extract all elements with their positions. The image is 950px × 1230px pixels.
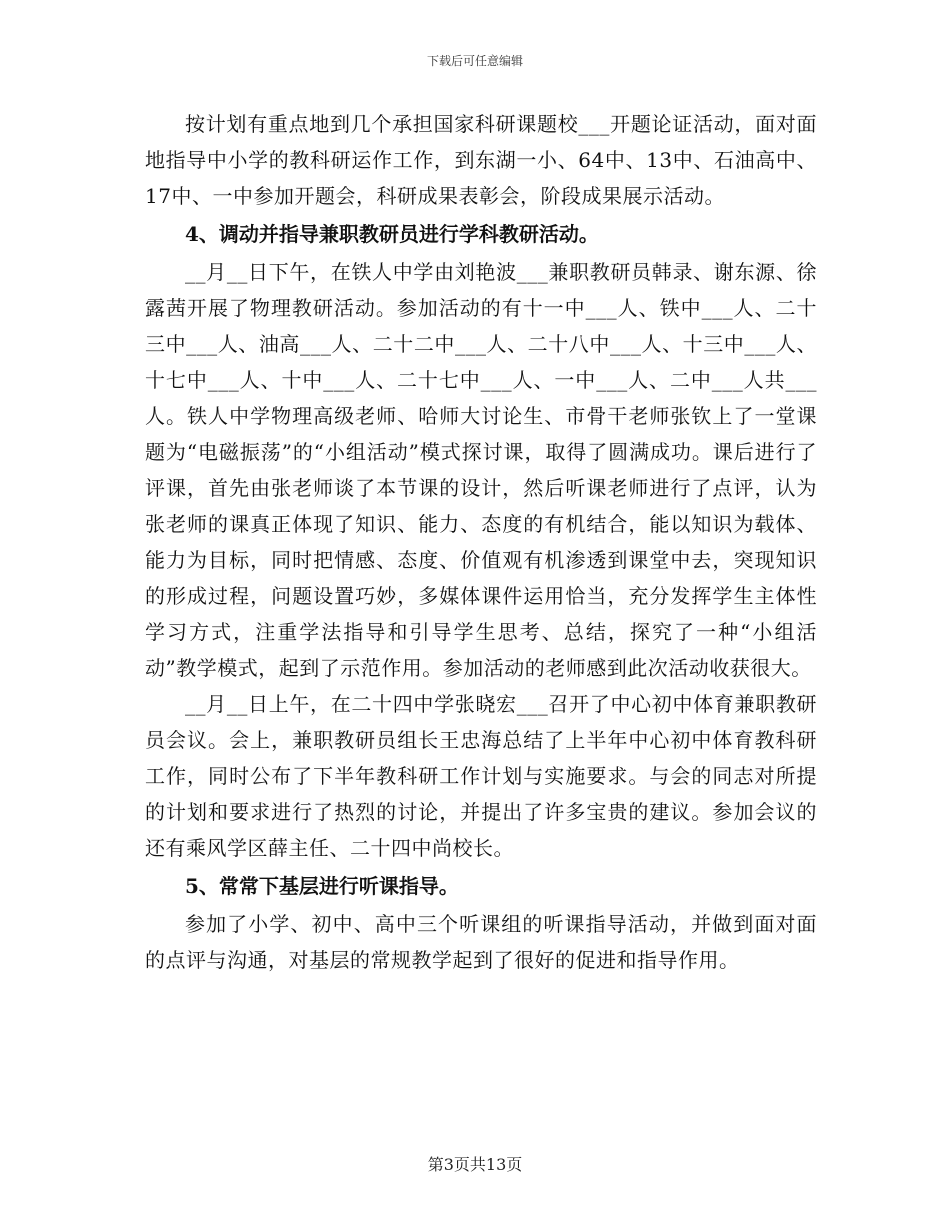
document-body	[145, 106, 817, 978]
section-heading-5: 5、常常下基层进行听课指导。	[185, 874, 459, 898]
paragraph-physics-activity: __月__日下午，在铁人中学由刘艳波___兼职教研员韩录、谢东源、徐露茜开展了物理教研活动。参加活动的有十一中___人、铁中___人、二十三中___人、油高___人、二十二中___人、二十八中___人、十三中___人、十七中___人、十中___人、二十七中___人、一中___人、二中___人共___人。铁人中学物理高级老师、哈师大讨论生、市骨干老师张钦上了一堂课题为“电磁振荡”的“小组活动”模式探讨课，取得了圆满成功。课后进行了评课，首先由张老师谈了本节课的设计，然后听课老师进行了点评，认为张老师的课真正体现了知识、能力、态度的有机结合，能以知识为载体、能力为目标，同时把情感、态度、价值观有机渗透到课堂中去，突现知识的形成过程，问题设置巧妙，多媒体课件运用恰当，充分发挥学生主体性学习方式，注重学法指导和引导学生思考、总结，探究了一种“小组活动”教学模式，起到了示范作用。参加活动的老师感到此次活动收获很大。	[145, 260, 817, 680]
paragraph-lesson-guidance: 参加了小学、初中、高中三个听课组的听课指导活动，并做到面对面的点评与沟通，对基层的常规教学起到了很好的促进和指导作用。	[145, 912, 817, 972]
paragraph-research-visits: 按计划有重点地到几个承担国家科研课题校___开题论证活动，面对面地指导中小学的教科研运作工作，到东湖一小、64中、13中、石油高中、17中、一中参加开题会，科研成果表彰会，阶段成果展示活动。	[145, 112, 817, 208]
paragraph-pe-meeting: __月__日上午，在二十四中学张晓宏___召开了中心初中体育兼职教研员会议。会上，兼职教研员组长王忠海总结了上半年中心初中体育教科研工作，同时公布了下半年教科研工作计划与实施要求。与会的同志对所提的计划和要求进行了热烈的讨论，并提出了许多宝贵的建议。参加会议的还有乘风学区薛主任、二十四中尚校长。	[145, 692, 817, 860]
section-heading-4: 4、调动并指导兼职教研员进行学科教研活动。	[185, 222, 599, 246]
page-number: 第3页共13页	[427, 1155, 523, 1174]
page-header: 下载后可任意编辑	[426, 54, 523, 68]
